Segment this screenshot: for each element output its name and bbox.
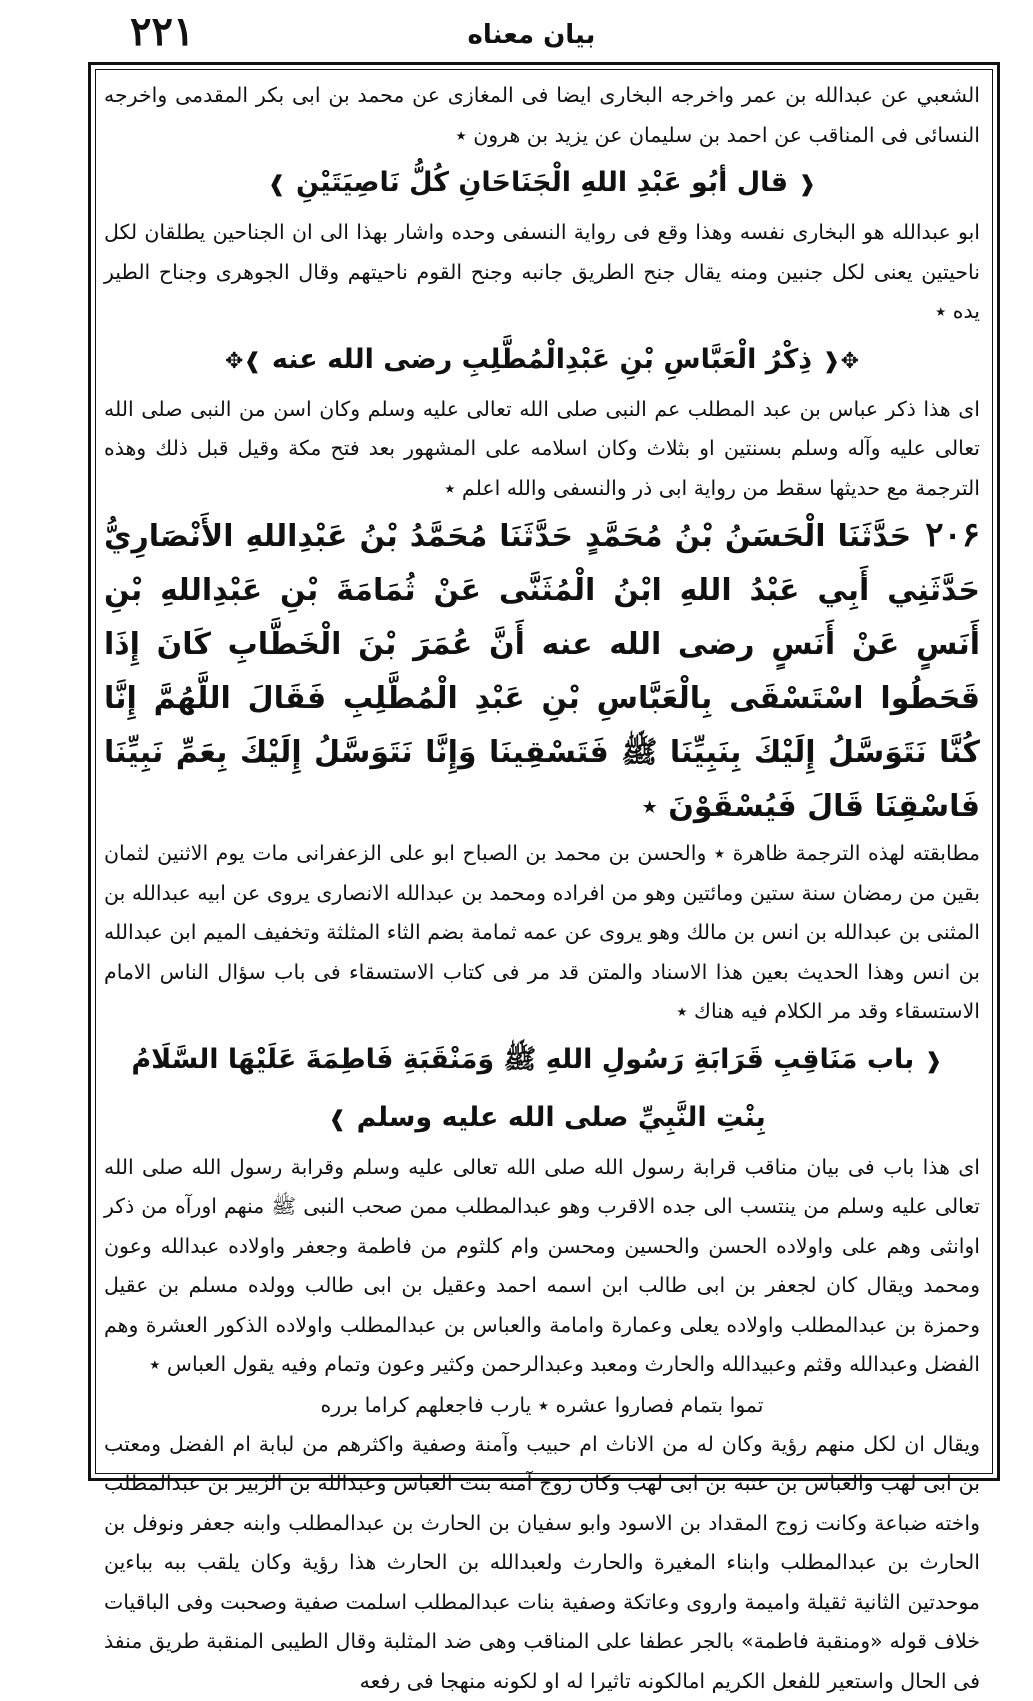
ornament-icon: ❱✥ <box>215 349 272 374</box>
section-heading <box>104 155 980 213</box>
chapter-heading <box>104 1032 980 1148</box>
hadith-body: حَدَّثَنَا الْحَسَنُ بْنُ مُحَمَّدٍ حَدَّثَنَا مُحَمَّدُ بْنُ عَبْدِاللهِ الأَنْصَارِيُّ حَدَّثَنِي أَبِي عَبْدُ اللهِ ابْنُ الْمُثَنَّى عَنْ ثُمَامَةَ بْنِ عَبْدِاللهِ بْنِ أَنَسٍ عَنْ أَنَسٍ رضی الله عنه أَنَّ عُمَرَ بْنَ الْخَطَّابِ كَانَ إِذَا قَحَطُوا اسْتَسْقَى بِالْعَبَّاسِ بْنِ عَبْدِ الْمُطَّلِبِ فَقَالَ اللَّهُمَّ إِنَّا كُنَّا نَتَوَسَّلُ إِلَيْكَ بِنَبِيِّنَا ﷺ فَتَسْقِينَا وَإِنَّا نَتَوَسَّلُ إِلَيْكَ بِعَمِّ نَبِيِّنَا فَاسْقِنَا قَالَ فَيُسْقَوْنَ ٭ <box>104 519 980 824</box>
heading-text: باب مَنَاقِبِ قَرَابَةِ رَسُولِ اللهِ ﷺ وَمَنْقَبَةِ فَاطِمَةَ عَلَيْهَا السَّلَامُ بِنْتِ النَّبِيِّ صلی الله علیه وسلم <box>131 1044 914 1133</box>
paragraph: ابو عبدالله هو البخاری نفسه وهذا وقع فی روایة النسفی وحده واشار بهذا الی ان الجناحین یطلقان لکل ناحیتین یعنی لکل جنبین ومنه یقال جنح الطریق جانبه وجنح القوم ناحیتهم وقال الجوهری وجناح الطیر یده ٭ <box>104 213 980 332</box>
ornament-icon: ✥❰ <box>812 349 869 374</box>
page-body <box>104 76 980 1466</box>
hadith-number: ۲۰۶ <box>911 515 980 555</box>
section-heading <box>104 332 980 390</box>
page-header <box>90 8 973 58</box>
heading-text: قال أبُو عَبْدِ اللهِ الْجَنَاحَانِ كُلُّ نَاصِيَتَيْنِ <box>296 167 788 198</box>
paragraph: الشعبي عن عبدالله بن عمر واخرجه البخاری ایضا فی المغازی عن محمد بن ابی بکر المقدمی واخرجه النسائی فی المناقب عن احمد بن سلیمان عن یزید بن هرون ٭ <box>104 76 980 155</box>
ornament-icon: ❰ <box>788 172 826 197</box>
ornament-icon: ❱ <box>258 172 296 197</box>
heading-text: ذِكْرُ الْعَبَّاسِ بْنِ عَبْدِالْمُطَّلِبِ رضی الله عنه <box>272 344 812 375</box>
paragraph: مطابقته لهذه الترجمة ظاهرة ٭ والحسن بن محمد بن الصباح ابو علی الزعفرانی مات یوم الاثنین لثمان بقین من رمضان سنة ستین ومائتین وهو من افراده ومحمد بن عبدالله الانصاری یروی عن ابیه عبدالله بن المثنی بن عبدالله بن انس بن مالك وهو یروی عن عمه ثمامة بضم الثاء المثلثة وتخفیف المیم ابن عبدالله بن انس وهذا الحدیث بعین هذا الاسناد والمتن قد مر فی کتاب الاستسقاء فی باب سؤال الناس الامام الاستسقاء وقد مر الکلام فیه هناك ٭ <box>104 834 980 1032</box>
paragraph: ای هذا باب فی بیان مناقب قرابة رسول الله صلی الله تعالی علیه وسلم وقرابة رسول الله صلی الله تعالی علیه وسلم من ینتسب الی جده الاقرب وهو عبدالمطلب ممن صحب النبی ﷺ منهم اورآه من ذکر اوانثی وهم علی واولاده الحسن والحسین ومحسن وام کلثوم من فاطمة وجعفر واولاده عبدالله وعون ومحمد ویقال کان لجعفر بن ابی طالب ابن اسمه احمد وعقیل بن ابی طالب وولده مسلم بن عقیل وحمزة بن عبدالمطلب واولاده یعلی وعمارة وامامة والعباس بن عبدالمطلب واولاده الذکور العشرة وهم الفضل وعبدالله وقثم وعبیدالله والحارث ومعبد وعبدالرحمن وکثیر وعون وتمام وفیه یقول العباس ٭ <box>104 1148 980 1385</box>
running-title: بیان معناه <box>90 20 973 50</box>
paragraph: ای هذا ذکر عباس بن عبد المطلب عم النبی صلی الله تعالی علیه وسلم وکان اسن من النبی صلی الله تعالی علیه وآله وسلم بسنتین او بثلاث وکان اسلامه علی المشهور بعد فتح مکة وقیل قبل ذلك وهذه الترجمة مع حدیثها سقط من روایة ابی ذر والنسفی والله اعلم ٭ <box>104 390 980 509</box>
ornament-icon: ❰ <box>914 1049 952 1074</box>
page-number: ۲۲۱ <box>130 8 194 55</box>
hadith-text <box>104 508 980 834</box>
paragraph: ویقال ان لکل منهم رؤیة وکان له من الاناث ام حبیب وآمنة وصفیة واکثرهم من لبابة ام الفضل ومعتب بن ابی لهب والعباس بن عتبة بن ابی لهب وکان زوج آمنة بنت العباس وعبدالله بن الزبیر بن عبدالمطلب واخته ضباعة وکانت زوج المقداد بن الاسود وابو سفیان بن الحارث بن عبدالمطلب وابنه جعفر ونوفل بن الحارث بن عبدالمطلب وابناء المغیرة والحارث ولعبدالله بن الحارث هذا رؤیة وکان یلقب ببه بباءین موحدتین الثانیة ثقیلة وامیمة واروی وعاتکة وصفیة بنات عبدالمطلب اسلمت صفیة وصحبت وفی الباقیات خلاف قوله «ومنقبة فاطمة» بالجر عطفا علی المناقب وهی ضد المثلبة وقال الطیبی المنقبة طریق منفذ فی الحال واستعیر للفعل الکریم امالکونه تاثیرا له او لکونه منهجا فی رفعه <box>104 1425 980 1701</box>
verse: تموا بتمام فصاروا عشره ٭ یارب فاجعلهم کراما برره <box>104 1385 980 1425</box>
ornament-icon: ❱ <box>318 1107 356 1132</box>
